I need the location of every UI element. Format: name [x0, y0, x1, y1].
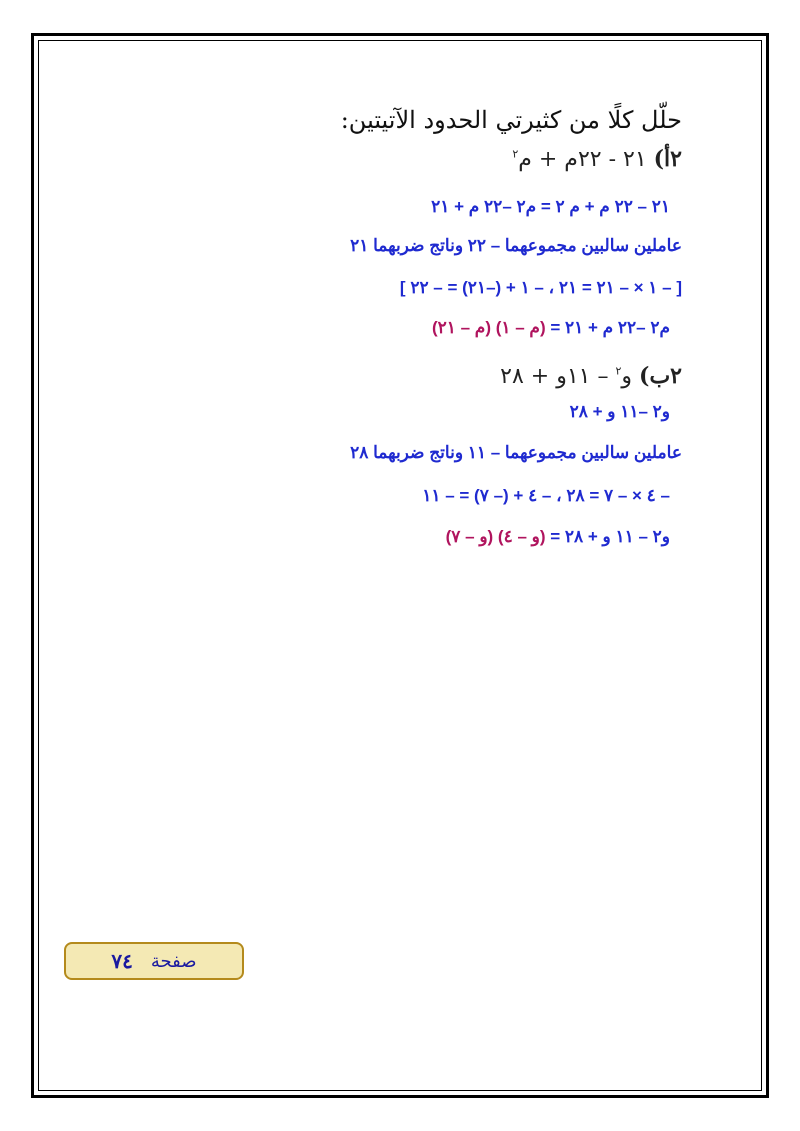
page-number-badge — [64, 942, 244, 980]
step-b-1: و٢ –١١ و + ٢٨ — [569, 402, 670, 421]
step-b-4-result: (و – ٤) (و – ٧) — [445, 527, 546, 546]
step-b-3: – ٤ × – ٧ = ٢٨ ، – ٤ + (– ٧) = – ١١ — [422, 486, 670, 505]
step-a-1: ٢١ – ٢٢ م + م ٢ = م٢ –٢٢ م + ٢١ — [431, 197, 670, 216]
page-label: صفحة — [150, 950, 197, 972]
problem-b — [500, 363, 682, 389]
step-a-4-result: (م – ١) (م – ٢١) — [431, 318, 546, 337]
step-a-2: عاملين سالبين مجموعهما – ٢٢ وناتج ضربهما ٢١ — [350, 236, 682, 255]
step-a-3: [ – ١ × – ٢١ = ٢١ ، – ١ + (–٢١) = – ٢٢ ] — [399, 278, 682, 297]
problem-a — [512, 146, 682, 172]
problem-b-exponent: ٢ — [615, 364, 622, 378]
step-a-4-lhs: م٢ –٢٢ م + ٢١ = — [545, 318, 670, 337]
problem-b-var: و — [621, 364, 633, 389]
step-b-2: عاملين سالبين مجموعهما – ١١ وناتج ضربهما ٢٨ — [350, 443, 682, 462]
step-b-4 — [446, 527, 670, 547]
exercise-title: حلّل كلًا من كثيرتي الحدود الآتيتين: — [340, 106, 682, 134]
problem-b-expression: – ١١و + ٢٨ — [500, 364, 616, 389]
step-b-4-lhs: و٢ – ١١ و + ٢٨ = — [545, 527, 670, 546]
problem-a-label: ٢أ) — [653, 146, 682, 172]
step-a-4 — [432, 318, 670, 338]
problem-a-exponent: ٢ — [512, 147, 519, 161]
page-number: ٧٤ — [111, 949, 133, 973]
problem-b-label: ٢ب) — [639, 363, 682, 389]
problem-a-expression: ٢١ - ٢٢م + م — [518, 147, 647, 172]
